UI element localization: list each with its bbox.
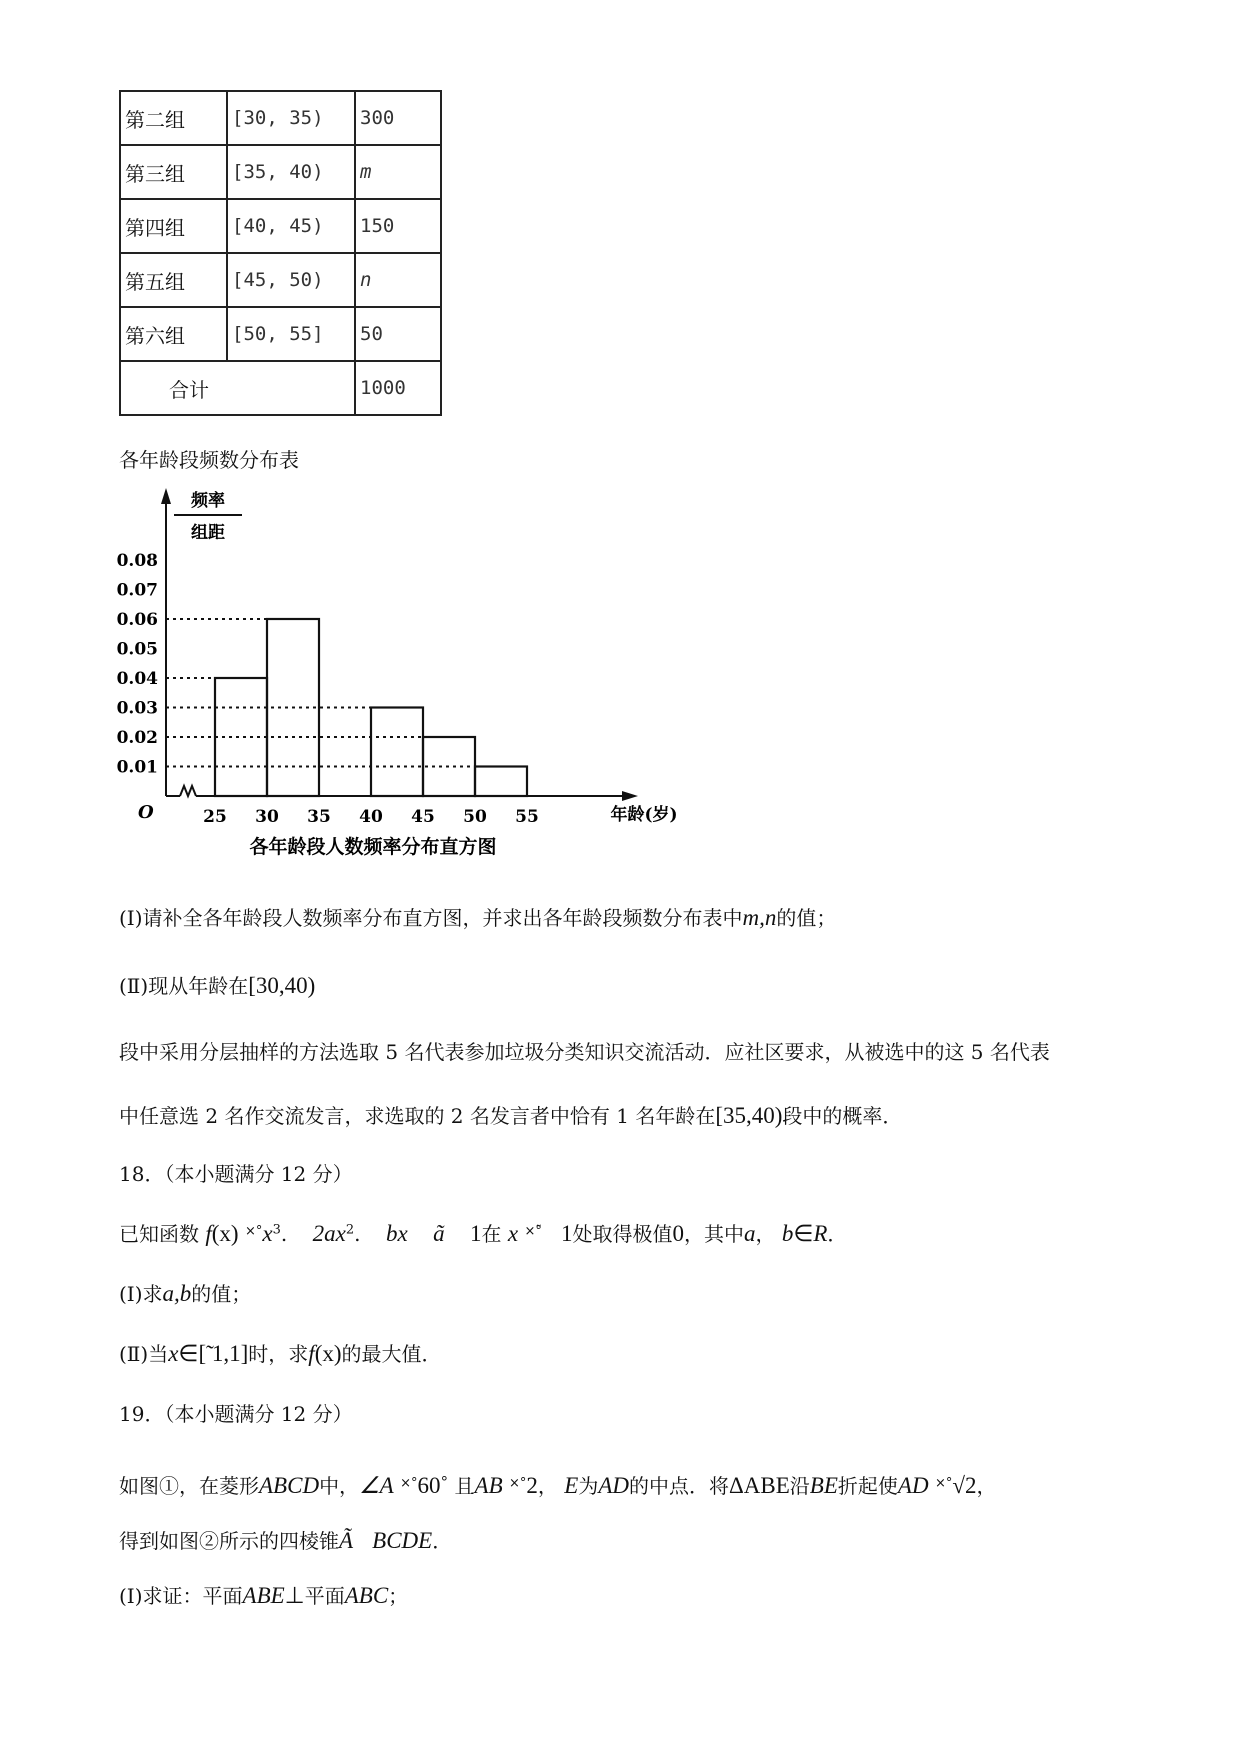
q17-part1 xyxy=(119,902,836,931)
axis-break xyxy=(180,786,196,796)
count-cell: 50 xyxy=(355,307,441,361)
histogram-bar xyxy=(371,708,423,797)
y-tick-label: 0.06 xyxy=(116,610,158,630)
q19-stem-line1 xyxy=(119,1470,996,1499)
q18-stem-end: ． xyxy=(827,1222,848,1246)
frequency-histogram xyxy=(100,480,678,858)
q19-s5: 为 xyxy=(578,1474,599,1498)
q18-stem: 已知函数 f(x) $^{\times^\circ}x^3$. $2ax^2$. bx ã 1在 x ×°̃ 1处取得极值0，其中a， b∈R． xyxy=(119,1221,848,1246)
q18-f: f xyxy=(205,1221,212,1246)
q19-part1-ABE: ABE xyxy=(242,1583,285,1608)
range-cell: [45, 50) xyxy=(227,253,355,307)
q18-part1-suffix: 的值； xyxy=(191,1282,252,1306)
q19-l2-end: ． xyxy=(432,1529,453,1553)
q18-part2-prefix: (Ⅱ)当 xyxy=(119,1342,169,1366)
group-cell: 第六组 xyxy=(120,307,227,361)
q18-glyph-2: ×°̃ xyxy=(524,1224,542,1239)
count-cell: 300 xyxy=(355,91,441,145)
x-axis-arrow xyxy=(622,791,638,801)
q17-line3-suffix: 段中的概率． xyxy=(782,1104,903,1128)
group-cell: 第五组 xyxy=(120,253,227,307)
y-label-numerator: 频率 xyxy=(191,491,225,511)
q19-part1-prefix: (Ⅰ)求证：平面 xyxy=(119,1584,243,1608)
total-label: 合计 xyxy=(120,361,355,415)
y-tick-label: 0.02 xyxy=(116,728,158,748)
q18-glyph-1: ×° xyxy=(244,1224,263,1239)
y-tick-label: 0.07 xyxy=(116,580,158,601)
q17-part1-prefix: (Ⅰ)请补全各年龄段人数频率分布直方图，并求出各年龄段频数分布表中 xyxy=(119,906,743,930)
q18-bx: bx xyxy=(385,1221,408,1246)
q18-tilde-a: ã xyxy=(433,1221,445,1246)
q18-stem-5: ， xyxy=(755,1222,776,1246)
group-cell: 第二组 xyxy=(120,91,227,145)
q18-part2-in: ∈ xyxy=(178,1341,199,1366)
q19-ABCD: ABCD xyxy=(259,1473,320,1498)
q18-part1-prefix: (Ⅰ)求 xyxy=(119,1282,163,1306)
q18-sup2: 2 xyxy=(345,1222,355,1238)
q18-part1 xyxy=(119,1278,251,1307)
q19-s8: 折起使 xyxy=(837,1474,898,1498)
q17-line3-prefix: 中任意选 2 名作交流发言，求选取的 2 名发言者中恰有 1 名年龄在 xyxy=(119,1104,716,1128)
q18-b: b xyxy=(781,1221,794,1246)
q19-s4: ， xyxy=(537,1474,558,1498)
y-tick-label: 0.05 xyxy=(116,639,158,660)
q18-a: a xyxy=(743,1221,756,1246)
q18-stem-2: 在 xyxy=(481,1222,502,1246)
q19-s3: 且 xyxy=(454,1474,475,1498)
q19-part1-ABC: ABC xyxy=(344,1583,389,1608)
q18-part2 xyxy=(119,1338,442,1367)
q18-stem-3: 处取得极值 xyxy=(572,1222,673,1246)
table-row xyxy=(120,307,441,361)
x-tick-label: 40 xyxy=(359,807,383,827)
q18-x: x xyxy=(507,1221,519,1246)
q19-glyph-3: ×° xyxy=(934,1476,953,1491)
q18-one: 1 xyxy=(470,1221,482,1246)
q17-part2-prefix: (Ⅱ)现从年龄在 xyxy=(119,974,249,998)
x-tick-label: 45 xyxy=(411,807,435,827)
q17-part1-vars: m,n xyxy=(742,905,777,930)
q19-AD: AD xyxy=(598,1473,629,1498)
x-axis-label: 年龄(岁) xyxy=(610,805,678,825)
group-cell: 第三组 xyxy=(120,145,227,199)
q19-s9: ， xyxy=(976,1474,997,1498)
q18-one-b: 1 xyxy=(560,1221,573,1246)
q19-triangle-ABE: ΔABE xyxy=(729,1473,790,1498)
y-label-denominator: 组距 xyxy=(191,523,225,543)
q19-angle-A: ∠A xyxy=(359,1473,394,1498)
frequency-table xyxy=(119,90,442,416)
q19-l2-BCDE: BCDE xyxy=(372,1528,433,1553)
q18-part2-range: [̃ 1,1] xyxy=(198,1341,249,1366)
y-tick-label: 0.08 xyxy=(116,551,158,571)
q18-part2-suffix: 的最大值． xyxy=(341,1342,442,1366)
q19-part1-end: ； xyxy=(388,1584,409,1608)
x-tick-label: 50 xyxy=(463,807,487,827)
q18-stem-4: ，其中 xyxy=(683,1222,744,1246)
q19-BE: BE xyxy=(809,1473,838,1498)
q18-paren-x: (x) xyxy=(211,1221,239,1246)
q18-part2-px: (x) xyxy=(314,1341,342,1366)
y-axis-arrow xyxy=(161,488,171,504)
q19-glyph-1: ×° xyxy=(400,1476,418,1491)
range-cell: [40, 45) xyxy=(227,199,355,253)
table-row xyxy=(120,253,441,307)
q19-part1-perp: ⊥ xyxy=(284,1583,305,1608)
frequency-table-body xyxy=(120,91,441,415)
q19-s6: 的中点．将 xyxy=(629,1474,729,1498)
total-value: 1000 xyxy=(355,361,441,415)
q18-part2-mid: 时，求 xyxy=(248,1342,309,1366)
q18-sup3: 3 xyxy=(272,1222,281,1238)
q19-l2-A: Ã xyxy=(339,1528,354,1553)
q19-AB: AB xyxy=(474,1473,503,1498)
q18-header: 18．（本小题满分 12 分） xyxy=(119,1162,353,1186)
q19-s2: 中， xyxy=(319,1474,360,1498)
q17-part2-line3 xyxy=(119,1100,902,1129)
q17-part1-suffix: 的值； xyxy=(776,906,837,930)
q17-part2-interval: [30,40) xyxy=(248,973,316,998)
q19-60deg: 60˚ xyxy=(417,1473,449,1498)
q18-x3: x xyxy=(262,1221,273,1246)
q18-R: R xyxy=(813,1221,828,1246)
q18-part2-f: f xyxy=(308,1341,315,1366)
count-cell: n xyxy=(355,253,441,307)
origin-label: O xyxy=(138,802,154,823)
q19-stem-line2 xyxy=(119,1525,452,1554)
y-tick-label: 0.01 xyxy=(116,757,158,778)
range-cell: [30, 35) xyxy=(227,91,355,145)
q18-part1-vars: a,b xyxy=(162,1281,192,1306)
q17-part2-line2: 段中采用分层抽样的方法选取 5 名代表参加垃圾分类知识交流活动．应社区要求，从被选中的这 5 名代表 xyxy=(119,1040,1050,1064)
q17-part2 xyxy=(119,970,315,999)
table-row xyxy=(120,145,441,199)
x-tick-label: 25 xyxy=(203,807,227,827)
q19-part1-mid: 平面 xyxy=(304,1584,345,1608)
q17-line3-interval: [35,40) xyxy=(715,1103,783,1128)
q19-l2-prefix: 得到如图②所示的四棱锥 xyxy=(119,1529,339,1553)
q19-two: 2 xyxy=(526,1473,538,1498)
table-row xyxy=(120,199,441,253)
q19-header: 19．（本小题满分 12 分） xyxy=(119,1402,353,1426)
histogram-bar xyxy=(475,767,527,797)
q19-E: E xyxy=(564,1473,579,1498)
y-tick-label: 0.03 xyxy=(116,698,158,719)
q19-glyph-2: ×° xyxy=(509,1476,527,1491)
range-cell: [35, 40) xyxy=(227,145,355,199)
q19-s1: 如图①，在菱形 xyxy=(119,1474,259,1498)
x-tick-label: 30 xyxy=(255,807,279,827)
chart-title: 各年龄段人数频率分布直方图 xyxy=(249,836,497,858)
q19-part1 xyxy=(119,1580,408,1609)
x-tick-label: 55 xyxy=(515,807,539,827)
y-tick-label: 0.04 xyxy=(116,669,158,689)
q18-part2-x: x xyxy=(168,1341,179,1366)
q19-sqrt2: √2 xyxy=(952,1473,977,1498)
x-tick-label: 35 xyxy=(307,807,331,827)
q18-in: ∈ xyxy=(793,1221,814,1246)
q18-stem-1: 已知函数 xyxy=(119,1222,199,1246)
q18-2ax: 2ax xyxy=(312,1221,346,1246)
count-cell: 150 xyxy=(355,199,441,253)
table-caption: 各年龄段频数分布表 xyxy=(119,448,299,472)
count-cell: m xyxy=(355,145,441,199)
table-total-row xyxy=(120,361,441,415)
q19-s7: 沿 xyxy=(789,1474,810,1498)
table-row xyxy=(120,91,441,145)
range-cell: [50, 55] xyxy=(227,307,355,361)
q18-zero: 0 xyxy=(672,1221,684,1246)
q19-AD-2: AD xyxy=(897,1473,929,1498)
group-cell: 第四组 xyxy=(120,199,227,253)
